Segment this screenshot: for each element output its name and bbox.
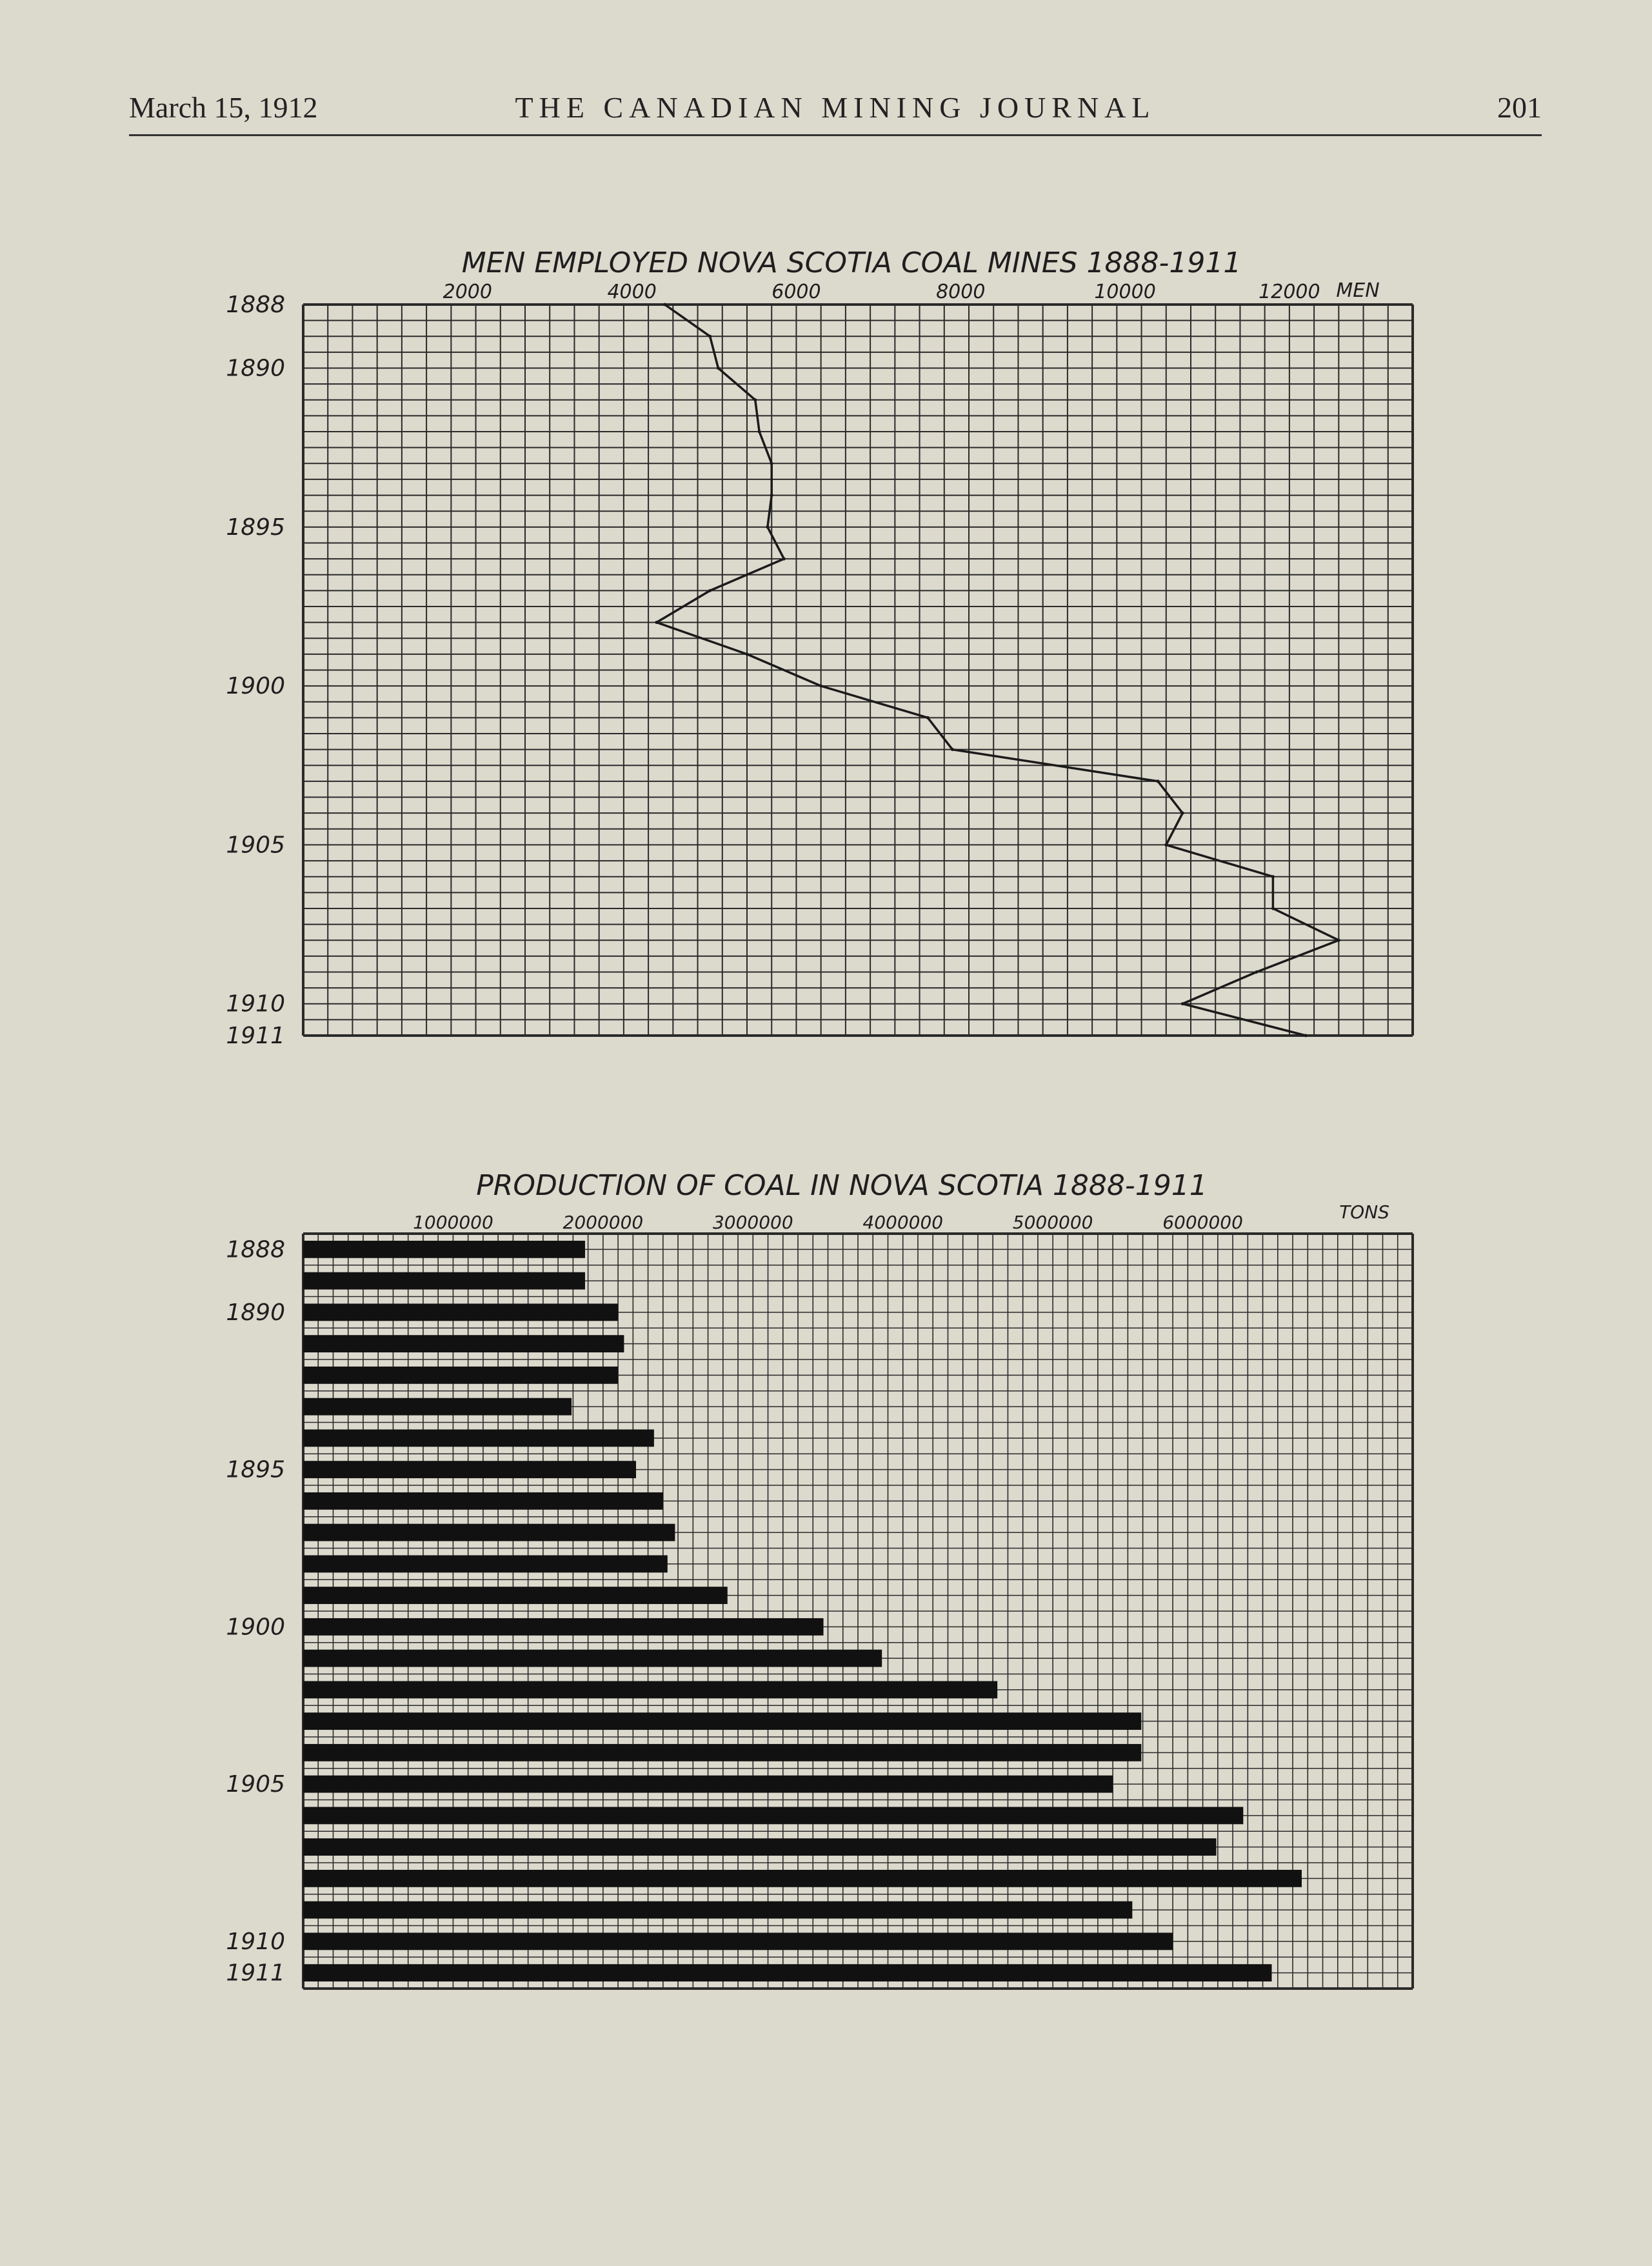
prod-year-label: 1890	[226, 1299, 285, 1326]
prod-bar-1890	[303, 1303, 618, 1321]
men-x-tick-label: 10000	[1094, 281, 1156, 303]
men-year-label: 1910	[226, 990, 285, 1018]
men-data-point	[655, 621, 658, 624]
men-data-point	[782, 557, 786, 561]
men-x-ticks	[443, 281, 1320, 303]
prod-x-tick-label: 5000000	[1012, 1212, 1093, 1233]
prod-x-ticks	[413, 1212, 1243, 1233]
prod-bar-1907	[303, 1838, 1217, 1856]
prod-x-tick-label: 4000000	[862, 1212, 944, 1233]
prod-bar-1902	[303, 1681, 997, 1698]
prod-x-tick-label: 2000000	[562, 1212, 644, 1233]
men-x-tick-label: 12000	[1259, 281, 1320, 303]
prod-bar-1898	[303, 1555, 668, 1572]
men-data-point	[1271, 907, 1275, 910]
prod-year-label: 1911	[226, 1960, 285, 1987]
men-data-point	[746, 652, 749, 656]
men-data-point	[708, 335, 712, 338]
page-number: 201	[1497, 91, 1542, 124]
men-data-point	[770, 494, 773, 497]
coal-production-chart	[0, 1148, 1652, 2013]
prod-year-label: 1888	[226, 1236, 285, 1263]
men-employed-chart	[0, 232, 1652, 1065]
prod-year-label: 1900	[226, 1614, 285, 1641]
men-data-point	[717, 366, 720, 370]
prod-bar-1904	[303, 1744, 1141, 1761]
prod-bar-1892	[303, 1367, 618, 1384]
prod-bar-1900	[303, 1618, 824, 1636]
prod-bar-1896	[303, 1492, 663, 1510]
prod-bar-1891	[303, 1335, 624, 1352]
men-data-point	[1271, 875, 1275, 878]
prod-chart-title: PRODUCTION OF COAL IN NOVA SCOTIA 1888-1911	[476, 1169, 1208, 1202]
prod-bar-1903	[303, 1712, 1141, 1730]
men-data-point	[1304, 1034, 1308, 1038]
men-year-label: 1895	[226, 514, 285, 541]
men-data-point	[1181, 812, 1184, 815]
prod-bar-1893	[303, 1398, 572, 1416]
prod-bar-1906	[303, 1807, 1243, 1824]
prod-year-label: 1905	[226, 1771, 285, 1798]
men-year-label: 1900	[226, 673, 285, 700]
header-rule	[129, 134, 1542, 136]
men-unit-label: MEN	[1336, 279, 1380, 302]
men-data-point	[758, 430, 761, 434]
men-year-label: 1911	[226, 1023, 285, 1049]
prod-x-tick-label: 6000000	[1162, 1212, 1243, 1233]
prod-bar-1908	[303, 1870, 1302, 1887]
prod-bar-1889	[303, 1272, 585, 1290]
prod-bar-1895	[303, 1461, 636, 1478]
men-data-point	[663, 303, 666, 306]
men-year-label: 1890	[226, 355, 285, 382]
prod-bar-1899	[303, 1587, 728, 1604]
running-head	[129, 90, 1542, 135]
prod-bar-1905	[303, 1776, 1113, 1793]
prod-unit-label: TONS	[1339, 1201, 1389, 1223]
men-data-point	[1337, 939, 1340, 942]
men-data-point	[1255, 970, 1258, 974]
men-data-point	[1157, 779, 1160, 783]
men-year-labels	[226, 292, 285, 1049]
men-chart-grid	[303, 305, 1413, 1036]
men-x-tick-label: 4000	[607, 281, 657, 303]
men-data-point	[770, 462, 773, 465]
men-data-point	[766, 525, 769, 528]
prod-bar-1894	[303, 1429, 654, 1447]
men-data-point	[1181, 1002, 1184, 1005]
prod-year-label: 1910	[226, 1928, 285, 1955]
men-chart-title: MEN EMPLOYED NOVA SCOTIA COAL MINES 1888-1911	[461, 246, 1242, 279]
men-data-point	[753, 398, 757, 401]
prod-bar-1910	[303, 1932, 1173, 1950]
prod-bar-1901	[303, 1650, 882, 1667]
journal-title: THE CANADIAN MINING JOURNAL	[515, 91, 1156, 124]
men-data-point	[708, 589, 712, 592]
men-x-tick-label: 2000	[443, 281, 492, 303]
prod-bar-1911	[303, 1964, 1272, 1981]
men-year-label: 1905	[226, 832, 285, 859]
men-data-point	[819, 685, 822, 688]
men-x-tick-label: 6000	[771, 281, 821, 303]
prod-bar-1909	[303, 1901, 1132, 1919]
prod-x-tick-label: 1000000	[413, 1212, 493, 1233]
men-x-tick-label: 8000	[936, 281, 986, 303]
men-data-point	[1164, 843, 1168, 847]
prod-year-label: 1895	[226, 1456, 285, 1483]
prod-year-labels	[226, 1236, 285, 1986]
men-year-label: 1888	[226, 292, 285, 318]
men-data-point	[951, 748, 954, 751]
header-date: March 15, 1912	[129, 91, 318, 124]
prod-bar-1897	[303, 1524, 675, 1541]
men-data-point	[926, 716, 930, 719]
prod-bar-1888	[303, 1241, 585, 1258]
prod-x-tick-label: 3000000	[712, 1212, 793, 1233]
